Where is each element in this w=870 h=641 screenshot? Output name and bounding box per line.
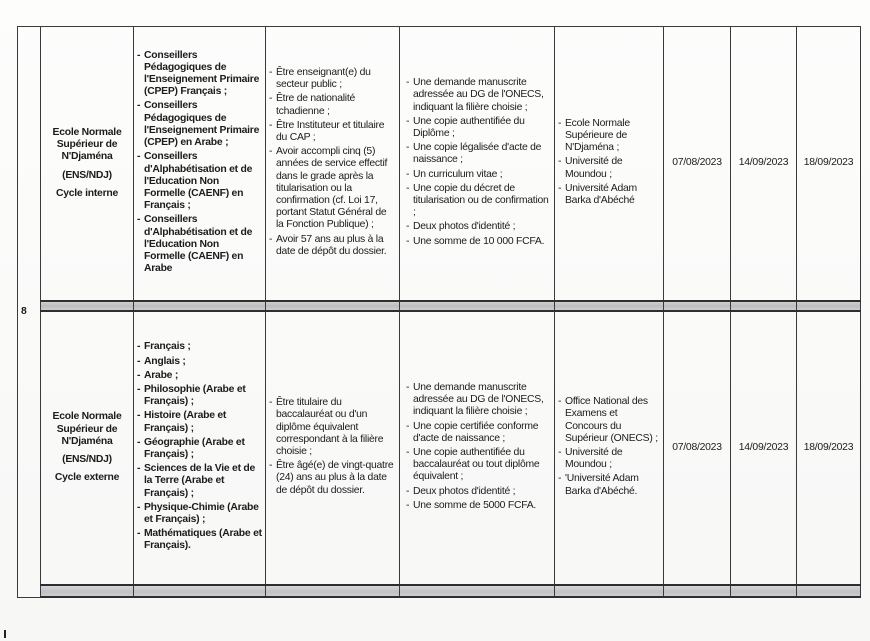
date-value: 14/09/2023 <box>738 157 789 169</box>
row-separator <box>18 301 861 311</box>
date-cell-2 <box>731 311 797 585</box>
institution-cycle: Cycle interne <box>55 187 118 199</box>
condition-item: - Être Instituteur et titulaire du CAP ; <box>269 120 396 144</box>
separator-cell <box>266 301 400 311</box>
centre-item: - 'Université Adam Barka d'Abéché. <box>558 473 660 497</box>
filieres-cell <box>134 27 266 302</box>
table-row-cycle-externe <box>18 311 861 585</box>
piece-item: - Deux photos d'identité ; <box>406 486 551 498</box>
filiere-item: - Histoire (Arabe et Français) ; <box>137 410 262 434</box>
piece-item: - Deux photos d'identité ; <box>406 221 551 233</box>
filiere-item: - Conseillers d'Alphabétisation et de l'Education Non Formelle (CAENF) en Français ; <box>137 151 262 212</box>
condition-item: - Avoir 57 ans au plus à la date de dépôt du dossier. <box>269 234 396 258</box>
piece-item: - Un curriculum vitae ; <box>406 169 551 181</box>
filiere-item: - Arabe ; <box>137 370 262 382</box>
pieces-cell <box>400 311 555 585</box>
date-cell-2 <box>731 27 797 302</box>
separator-cell <box>400 585 555 597</box>
piece-item: - Une copie du décret de titularisation ou de confirmation ; <box>406 183 551 220</box>
date-cell-1 <box>664 311 731 585</box>
institution-name-line: Ecole Normale <box>52 126 122 138</box>
filiere-item: - Mathématiques (Arabe et Français). <box>137 528 262 552</box>
row-separator-bottom <box>18 585 861 597</box>
separator-cell <box>555 301 664 311</box>
piece-item: - Une copie authentifiée du baccalauréat ou tout diplôme équivalent ; <box>406 447 551 484</box>
stray-ink-mark <box>4 630 6 638</box>
separator-cell <box>797 585 861 597</box>
filiere-item: - Sciences de la Vie et de la Terre (Arabe et Français) ; <box>137 463 262 500</box>
institution-name-line: N'Djaména <box>61 435 113 447</box>
piece-item: - Une somme de 5000 FCFA. <box>406 500 551 512</box>
date-cell-3 <box>797 27 861 302</box>
date-value: 18/09/2023 <box>803 157 854 169</box>
institution-name-line: Ecole Normale <box>52 411 122 423</box>
institution-abbr: (ENS/NDJ) <box>62 169 112 181</box>
piece-item: - Une copie authentifiée du Diplôme ; <box>406 116 551 140</box>
institution-name-line: N'Djaména <box>61 151 113 163</box>
separator-cell <box>664 585 731 597</box>
centre-item: - Office National des Examens et Concours du Supérieur (ONECS) ; <box>558 396 660 445</box>
separator-cell <box>134 301 266 311</box>
date-value: 14/09/2023 <box>738 441 789 453</box>
centres-cell <box>555 27 664 302</box>
filiere-item: - Physique-Chimie (Arabe et Français) ; <box>137 502 262 526</box>
filiere-item: - Conseillers Pédagogiques de l'Enseignement Primaire (CPEP) Français ; <box>137 50 262 99</box>
institution-cell <box>41 27 134 302</box>
pieces-cell <box>400 27 555 302</box>
institution-abbr: (ENS/NDJ) <box>62 454 112 466</box>
piece-item: - Une copie légalisée d'acte de naissance ; <box>406 142 551 166</box>
separator-cell <box>664 301 731 311</box>
institution-cell <box>41 311 134 585</box>
piece-item: - Une copie certifiée conforme d'acte de naissance ; <box>406 421 551 445</box>
filiere-item: - Conseillers Pédagogiques de l'Enseignement Primaire (CPEP) en Arabe ; <box>137 100 262 149</box>
separator-cell <box>266 585 400 597</box>
separator-cell <box>555 585 664 597</box>
institution-name-line: Supérieur de <box>56 139 118 151</box>
separator-cell <box>797 301 861 311</box>
condition-item: - Être titulaire du baccalauréat ou d'un diplôme équivalent correspondant à la filière choisie ; <box>269 397 396 458</box>
filiere-item: - Philosophie (Arabe et Français) ; <box>137 384 262 408</box>
centres-cell <box>555 311 664 585</box>
separator-cell <box>400 301 555 311</box>
conditions-cell <box>266 27 400 302</box>
filiere-item: - Anglais ; <box>137 356 262 368</box>
condition-item: - Être de nationalité tchadienne ; <box>269 93 396 117</box>
filiere-item: - Français ; <box>137 341 262 353</box>
date-value: 18/09/2023 <box>803 441 854 453</box>
institution-name-line: Supérieur de <box>56 423 118 435</box>
row-number-cell <box>18 27 41 598</box>
date-value: 07/08/2023 <box>672 157 722 169</box>
table-row-cycle-interne <box>18 27 861 302</box>
piece-item: - Une somme de 10 000 FCFA. <box>406 236 551 248</box>
centre-item: - Ecole Normale Supérieure de N'Djaména ; <box>558 118 660 155</box>
separator-cell <box>41 301 134 311</box>
filiere-item: - Géographie (Arabe et Français) ; <box>137 437 262 461</box>
conditions-cell <box>266 311 400 585</box>
centre-item: - Université de Moundou ; <box>558 156 660 180</box>
filiere-item: - Conseillers d'Alphabétisation et de l'Education Non Formelle (CAENF) en Arabe <box>137 214 262 275</box>
concours-table <box>17 26 861 598</box>
separator-cell <box>731 301 797 311</box>
centre-item: - Université Adam Barka d'Abéché <box>558 183 660 207</box>
row-number: 8 <box>21 305 27 317</box>
date-value: 07/08/2023 <box>672 441 722 453</box>
separator-cell <box>731 585 797 597</box>
institution-cycle: Cycle externe <box>54 472 120 484</box>
filieres-cell <box>134 311 266 585</box>
date-cell-1 <box>664 27 731 302</box>
condition-item: - Être âgé(e) de vingt-quatre (24) ans au plus à la date de dépôt du dossier. <box>269 460 396 497</box>
centre-item: - Université de Moundou ; <box>558 447 660 471</box>
piece-item: - Une demande manuscrite adressée au DG de l'ONECS, indiquant la filière choisie ; <box>406 382 551 419</box>
piece-item: - Une demande manuscrite adressée au DG de l'ONECS, indiquant la filière choisie ; <box>406 77 551 114</box>
condition-item: - Être enseignant(e) du secteur public ; <box>269 67 396 91</box>
condition-item: - Avoir accompli cinq (5) années de service effectif dans le grade après la titularisation ou la confirmation (cf. Loi 17, portant Statut Général de la Fonction Publique) ; <box>269 146 396 231</box>
separator-cell <box>134 585 266 597</box>
separator-cell <box>41 585 134 597</box>
date-cell-3 <box>797 311 861 585</box>
